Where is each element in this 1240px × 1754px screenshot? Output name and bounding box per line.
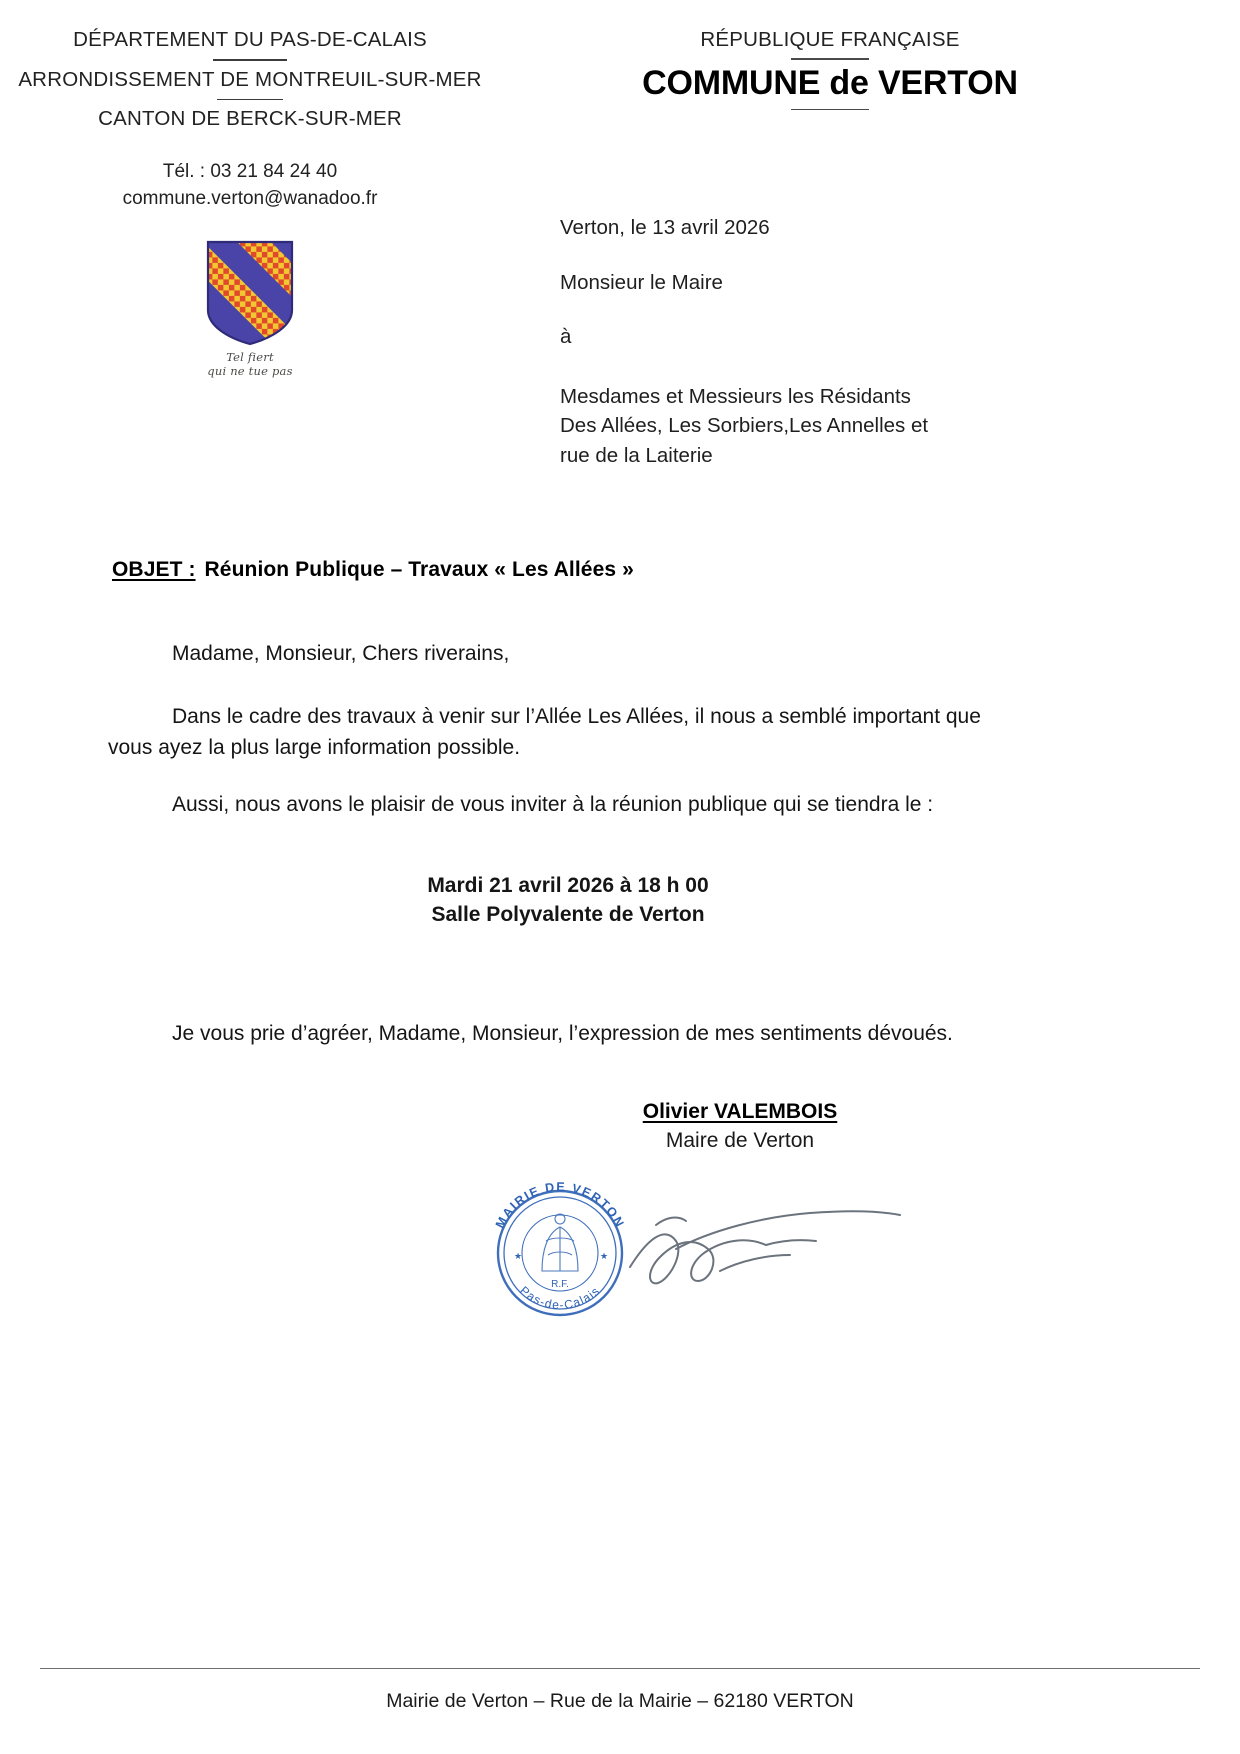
stamp-text-middle: R.F.: [551, 1279, 569, 1290]
paragraph-1: Dans le cadre des travaux à venir sur l’Allée Les Allées, il nous a semblé important que vous ayez la plus large information possible.: [108, 705, 981, 760]
department-line: DÉPARTEMENT DU PAS-DE-CALAIS: [73, 28, 427, 51]
coat-of-arms-motto: [0, 350, 500, 379]
recipient-block: [560, 382, 1030, 472]
footer-divider: [40, 1668, 1200, 1669]
divider-rule-2: [217, 99, 283, 101]
letter-body: [108, 638, 998, 1075]
stamp-text-bottom: Pas-de-Calais: [517, 1283, 603, 1313]
recipient-line-2: Des Allées, Les Sorbiers,Les Annelles et: [560, 414, 929, 438]
contact-block: [0, 159, 500, 213]
svg-text:★: ★: [600, 1251, 609, 1261]
stamp-text-top: MAIRIE DE VERTON: [492, 1179, 628, 1231]
subject-line: [112, 558, 634, 582]
letterhead-left: [0, 28, 500, 213]
salutation: Madame, Monsieur, Chers riverains,: [172, 642, 510, 665]
paragraph-2: Aussi, nous avons le plaisir de vous inviter à la réunion publique qui se tiendra le :: [172, 793, 934, 817]
commune-title: COMMUNE de VERTON: [642, 63, 1018, 102]
recipient-line-1: Mesdames et Messieurs les Résidants: [560, 384, 911, 408]
closing-paragraph: Je vous prie d’agréer, Madame, Monsieur, l’expression de mes sentiments dévoués.: [172, 1022, 953, 1046]
divider-rule-3: [791, 58, 869, 60]
coat-of-arms-block: [0, 240, 500, 379]
motto-line-2: qui ne tue pas: [207, 364, 293, 379]
address-block: [560, 218, 1030, 471]
arrondissement-line: ARRONDISSEMENT DE MONTREUIL-SUR-MER: [18, 67, 482, 91]
subject-value: Réunion Publique – Travaux « Les Allées »: [204, 558, 634, 581]
signer-title: Maire de Verton: [665, 1129, 815, 1152]
meeting-datetime: Mardi 21 avril 2026 à 18 h 00: [427, 874, 709, 898]
republic-line: RÉPUBLIQUE FRANÇAISE: [700, 28, 960, 51]
svg-text:★: ★: [514, 1251, 523, 1261]
signer-name: Olivier VALEMBOIS: [642, 1100, 838, 1123]
footer-text: Mairie de Verton – Rue de la Mairie – 62180 VERTON: [386, 1690, 854, 1712]
divider-rule-4: [791, 109, 869, 111]
phone-line: Tél. : 03 21 84 24 40: [162, 161, 338, 182]
canton-line: CANTON DE BERCK-SUR-MER: [98, 107, 402, 130]
motto-line-1: Tel fiert: [226, 350, 274, 364]
divider-rule-1: [213, 59, 287, 61]
to-line: à: [560, 325, 572, 348]
official-stamp-and-signature: [480, 1175, 950, 1325]
meeting-details: [108, 872, 998, 930]
sender-line: Monsieur le Maire: [560, 270, 723, 294]
email-line: commune.verton@wanadoo.fr: [122, 187, 378, 209]
signature-block: [560, 1100, 920, 1153]
place-date: Verton, le 13 avril 2026: [560, 216, 770, 239]
subject-label: OBJET :: [112, 558, 196, 581]
coat-of-arms-icon: [206, 240, 294, 346]
meeting-place: Salle Polyvalente de Verton: [431, 903, 705, 927]
recipient-line-3: rue de la Laiterie: [560, 444, 713, 468]
letterhead-right: [500, 28, 1160, 110]
